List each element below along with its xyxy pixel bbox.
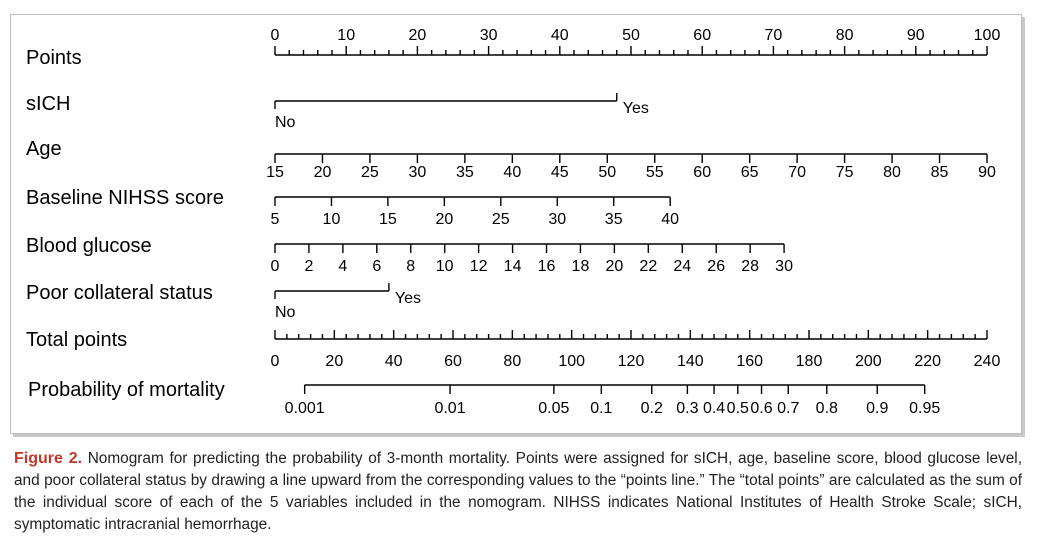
row-label-3: Baseline NIHSS score [26, 187, 224, 209]
row2-tick-label-8: 55 [645, 164, 664, 181]
total-tick-label-4: 80 [503, 353, 522, 370]
prob-tick-label-0: 0.001 [284, 400, 325, 417]
points-tick-label-6: 60 [693, 27, 712, 44]
row3-tick-label-1: 10 [322, 211, 341, 228]
row4-tick-label-13: 26 [707, 258, 726, 275]
total-tick-label-2: 40 [384, 353, 403, 370]
points-tick-label-4: 40 [550, 27, 569, 44]
row4-tick-label-12: 24 [673, 258, 692, 275]
total-tick-label-11: 220 [914, 353, 942, 370]
row2-tick-label-2: 25 [361, 164, 379, 181]
total-tick-label-12: 240 [973, 353, 1001, 370]
row3-tick-label-0: 5 [270, 211, 280, 228]
row4-tick-label-6: 12 [469, 258, 488, 275]
prob-tick-label-3: 0.1 [590, 400, 613, 417]
row2-tick-label-12: 75 [835, 164, 854, 181]
caption-text: Nomogram for predicting the probability of 3-month mortality. Points were assigned for sICH, age, baseline score, blood glucose level, and poor collateral status by drawing a line upward from the corresponding values to the “points line.” The “total points” are calculated as the sum of the individual score of each of the 5 variables included in the nomogram. NIHSS indicates National Institutes of Health Stroke Scale; sICH, symptomatic intracranial hemorrhage. [14, 450, 1023, 533]
row3-tick-label-5: 30 [548, 211, 567, 228]
row2-tick-label-14: 85 [930, 164, 949, 181]
row2-tick-label-15: 90 [978, 164, 996, 181]
cat-label-5-1: Yes [394, 290, 422, 307]
points-tick-label-0: 0 [270, 27, 280, 44]
row-label-6: Total points [26, 329, 128, 351]
points-tick-label-10: 100 [973, 27, 1001, 44]
row2-tick-label-6: 45 [550, 164, 569, 181]
total-tick-label-9: 180 [795, 353, 823, 370]
prob-tick-label-2: 0.05 [538, 400, 570, 417]
total-tick-label-1: 20 [325, 353, 344, 370]
points-tick-label-5: 50 [622, 27, 640, 44]
total-tick-label-7: 140 [676, 353, 704, 370]
prob-tick-label-6: 0.4 [702, 400, 726, 417]
row2-tick-label-13: 80 [883, 164, 901, 181]
points-tick-label-9: 90 [906, 27, 925, 44]
row-label-1: sICH [26, 93, 71, 115]
row-label-7: Probability of mortality [28, 379, 225, 401]
prob-tick-label-9: 0.7 [777, 400, 800, 417]
row4-tick-label-3: 6 [372, 258, 382, 275]
row2-tick-label-0: 15 [266, 164, 284, 181]
points-tick-label-3: 30 [479, 27, 498, 44]
row4-tick-label-8: 16 [537, 258, 556, 275]
total-tick-label-6: 120 [617, 353, 645, 370]
points-tick-label-1: 10 [337, 27, 356, 44]
row2-tick-label-11: 70 [788, 164, 807, 181]
row3-tick-label-6: 35 [604, 211, 623, 228]
total-tick-label-10: 200 [854, 353, 882, 370]
prob-tick-label-5: 0.3 [676, 400, 699, 417]
points-tick-label-8: 80 [835, 27, 854, 44]
row-label-5: Poor collateral status [26, 282, 213, 304]
row2-tick-label-9: 60 [693, 164, 712, 181]
prob-tick-label-8: 0.6 [750, 400, 773, 417]
row4-tick-label-15: 30 [775, 258, 793, 275]
row4-tick-label-4: 8 [406, 258, 416, 275]
row2-tick-label-3: 30 [408, 164, 427, 181]
prob-tick-label-10: 0.8 [815, 400, 838, 417]
row4-tick-label-10: 20 [605, 258, 624, 275]
row2-tick-label-4: 35 [455, 164, 474, 181]
points-tick-label-7: 70 [764, 27, 783, 44]
row4-tick-label-14: 28 [741, 258, 760, 275]
row4-tick-label-7: 14 [503, 258, 522, 275]
row4-tick-label-11: 22 [639, 258, 658, 275]
row2-tick-label-5: 40 [503, 164, 522, 181]
figure-caption [14, 448, 1022, 536]
total-tick-label-8: 160 [736, 353, 764, 370]
row3-tick-label-4: 25 [491, 211, 510, 228]
row3-tick-label-3: 20 [435, 211, 454, 228]
row-label-0: Points [26, 47, 82, 69]
figure-label: Figure 2. [14, 450, 83, 467]
row4-tick-label-1: 2 [304, 258, 314, 275]
row3-tick-label-7: 40 [661, 211, 680, 228]
row4-tick-label-2: 4 [338, 258, 348, 275]
prob-tick-label-4: 0.2 [640, 400, 663, 417]
total-tick-label-0: 0 [270, 353, 280, 370]
row4-tick-label-9: 18 [571, 258, 590, 275]
prob-tick-label-12: 0.95 [909, 400, 941, 417]
prob-tick-label-7: 0.5 [726, 400, 749, 417]
cat-label-5-0: No [275, 304, 296, 321]
row2-tick-label-7: 50 [598, 164, 617, 181]
prob-tick-label-11: 0.9 [866, 400, 889, 417]
row-label-4: Blood glucose [26, 235, 152, 257]
row2-tick-label-1: 20 [313, 164, 332, 181]
cat-label-1-1: Yes [622, 100, 649, 117]
total-tick-label-3: 60 [444, 353, 462, 370]
prob-tick-label-1: 0.01 [434, 400, 466, 417]
cat-label-1-0: No [275, 114, 296, 131]
points-tick-label-2: 20 [408, 27, 427, 44]
row3-tick-label-2: 15 [379, 211, 397, 228]
row2-tick-label-10: 65 [740, 164, 759, 181]
total-tick-label-5: 100 [558, 353, 586, 370]
row4-tick-label-0: 0 [270, 258, 280, 275]
row4-tick-label-5: 10 [435, 258, 454, 275]
row-label-2: Age [26, 138, 62, 160]
